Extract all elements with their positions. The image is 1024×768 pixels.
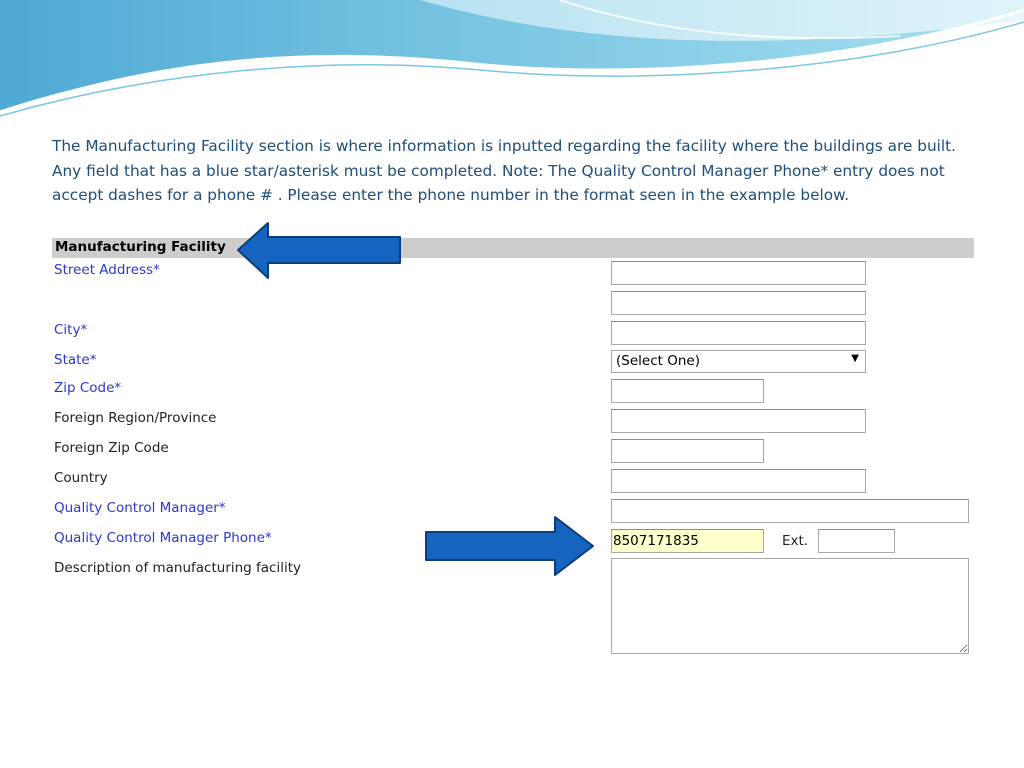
foreign-zip-label: Foreign Zip Code (54, 440, 169, 456)
description-label: Description of manufacturing facility (54, 560, 302, 576)
country-input[interactable] (611, 469, 866, 493)
state-select-value: (Select One) (616, 353, 700, 369)
city-input[interactable] (611, 321, 866, 345)
instruction-paragraph: The Manufacturing Facility section is where information is inputted regarding the facility where the buildings are built. Any field that has a blue star/asterisk must be completed. Note: The Quality Control Manager Phone* entry does not accept dashes for a phone # . Please enter the phone number in the format seen in the example below. (52, 137, 956, 204)
left-arrow-icon (234, 220, 404, 282)
street-address-input-2[interactable] (611, 291, 866, 315)
qc-phone-label: Quality Control Manager Phone* (54, 530, 272, 546)
decorative-wave-banner (0, 0, 1024, 120)
street-address-input-1[interactable] (611, 261, 866, 285)
zip-code-input[interactable] (611, 379, 764, 403)
foreign-region-label: Foreign Region/Province (54, 410, 217, 426)
street-address-label: Street Address* (54, 262, 160, 278)
country-label: Country (54, 470, 108, 486)
section-title: Manufacturing Facility (55, 239, 226, 255)
ext-label: Ext. (782, 533, 809, 549)
state-label: State* (54, 352, 97, 368)
right-arrow-icon (423, 514, 597, 578)
foreign-region-input[interactable] (611, 409, 866, 433)
foreign-zip-input[interactable] (611, 439, 764, 463)
description-textarea[interactable] (611, 558, 969, 654)
section-header (52, 238, 974, 258)
qc-manager-input[interactable] (611, 499, 969, 523)
qc-phone-input[interactable] (611, 529, 764, 553)
zip-code-label: Zip Code* (54, 380, 122, 396)
phone-ext-input[interactable] (818, 529, 895, 553)
dropdown-arrow-icon: ▼ (851, 353, 859, 364)
state-select[interactable] (611, 350, 866, 373)
qc-manager-label: Quality Control Manager* (54, 500, 226, 516)
city-label: City* (54, 322, 88, 338)
